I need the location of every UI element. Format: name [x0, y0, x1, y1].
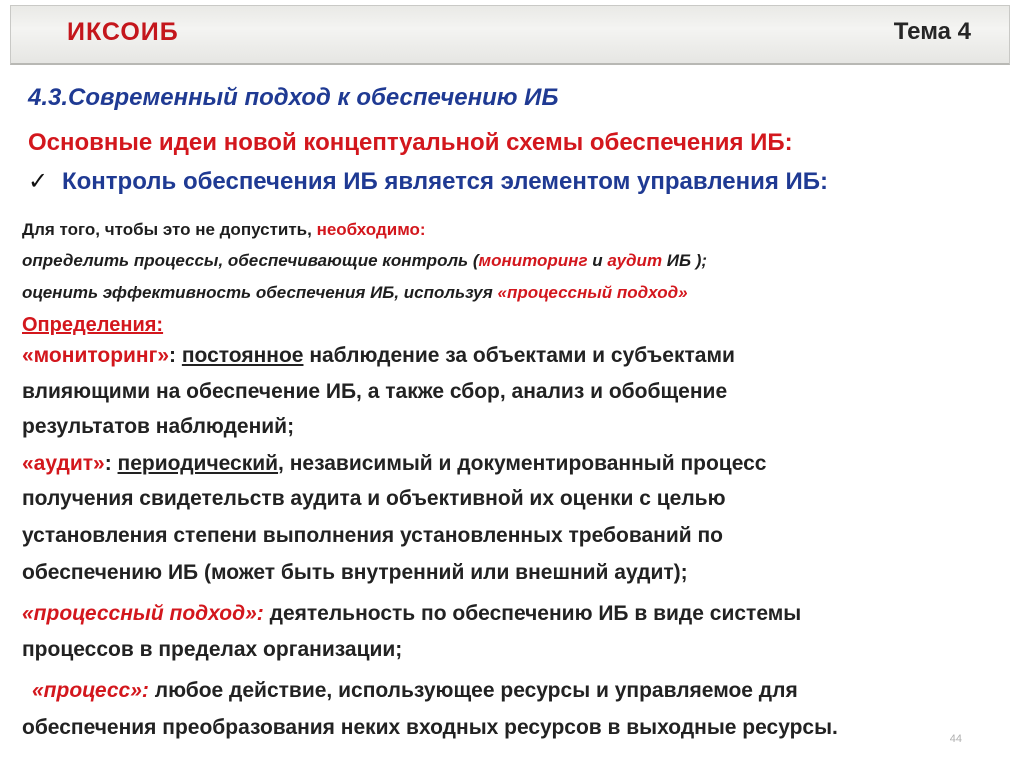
intro-monitoring: мониторинг [478, 251, 588, 270]
intro-text: Для того, чтобы это не допустить, [22, 220, 317, 239]
intro-line-3-a: оценить эффективность обеспечения ИБ, используя [22, 283, 498, 302]
intro-audit: аудит [607, 251, 663, 270]
def-process-line-1 [32, 679, 798, 703]
intro-line-2 [22, 251, 707, 271]
page-number: 44 [949, 733, 962, 745]
def-colon: : [104, 452, 118, 475]
def-audit-line-4: обеспечению ИБ (может быть внутренний или внешний аудит); [22, 561, 688, 584]
def-monitoring-line-2: влияющими на обеспечение ИБ, а также сбор, анализ и обобщение [22, 380, 728, 403]
intro-line-2-a: определить процессы, обеспечивающие контроль ( [22, 251, 479, 270]
intro-process-approach: «процессный подход» [497, 283, 688, 302]
def-process-approach-line-2: процессов в пределах организации; [22, 638, 403, 661]
def-audit-rest: , независимый и документированный процесс [278, 452, 767, 475]
def-process-term: «процесс»: [32, 679, 149, 702]
intro-line-2-e: ИБ ); [662, 251, 708, 270]
def-process-approach-term: «процессный подход»: [22, 602, 264, 625]
def-process-line-2: обеспечения преобразования неких входных ресурсов в выходные ресурсы. [22, 716, 838, 739]
def-monitoring-term: «мониторинг» [22, 344, 170, 367]
def-audit-line-3: установления степени выполнения установленных требований по [22, 524, 723, 547]
check-item-text: Контроль обеспечения ИБ является элементом управления ИБ: [62, 168, 829, 195]
def-audit-line-1 [22, 452, 766, 476]
ideas-title: Основные идеи новой концептуальной схемы обеспечения ИБ: [28, 129, 793, 156]
course-title: ИКСОИБ [67, 18, 179, 46]
def-monitoring-line-1 [22, 344, 735, 368]
def-process-approach-line-1 [22, 602, 801, 626]
def-colon: : [169, 344, 182, 367]
def-process-approach-rest: деятельность по обеспечению ИБ в виде системы [263, 602, 802, 625]
check-mark-icon: ✓ [28, 168, 49, 195]
header-banner [10, 5, 1010, 65]
def-monitoring-line-3: результатов наблюдений; [22, 415, 295, 438]
def-monitoring-rest: наблюдение за объектами и субъектами [303, 344, 735, 367]
def-audit-term: «аудит» [22, 452, 105, 475]
def-monitoring-underlined: постоянное [181, 344, 304, 367]
section-title: 4.3.Современный подход к обеспечению ИБ [28, 84, 559, 111]
intro-line-1 [22, 220, 426, 240]
def-audit-underlined: периодический [117, 452, 279, 475]
intro-line-2-c: и [587, 251, 608, 270]
intro-emphasis: необходимо: [316, 220, 426, 239]
intro-line-3 [22, 283, 688, 303]
definitions-heading: Определения: [22, 314, 164, 336]
topic-label: Тема 4 [893, 18, 971, 45]
check-item [28, 167, 828, 196]
def-audit-line-2: получения свидетельств аудита и объективной их оценки с целью [22, 487, 726, 510]
def-process-rest: любое действие, использующее ресурсы и управляемое для [148, 679, 798, 702]
